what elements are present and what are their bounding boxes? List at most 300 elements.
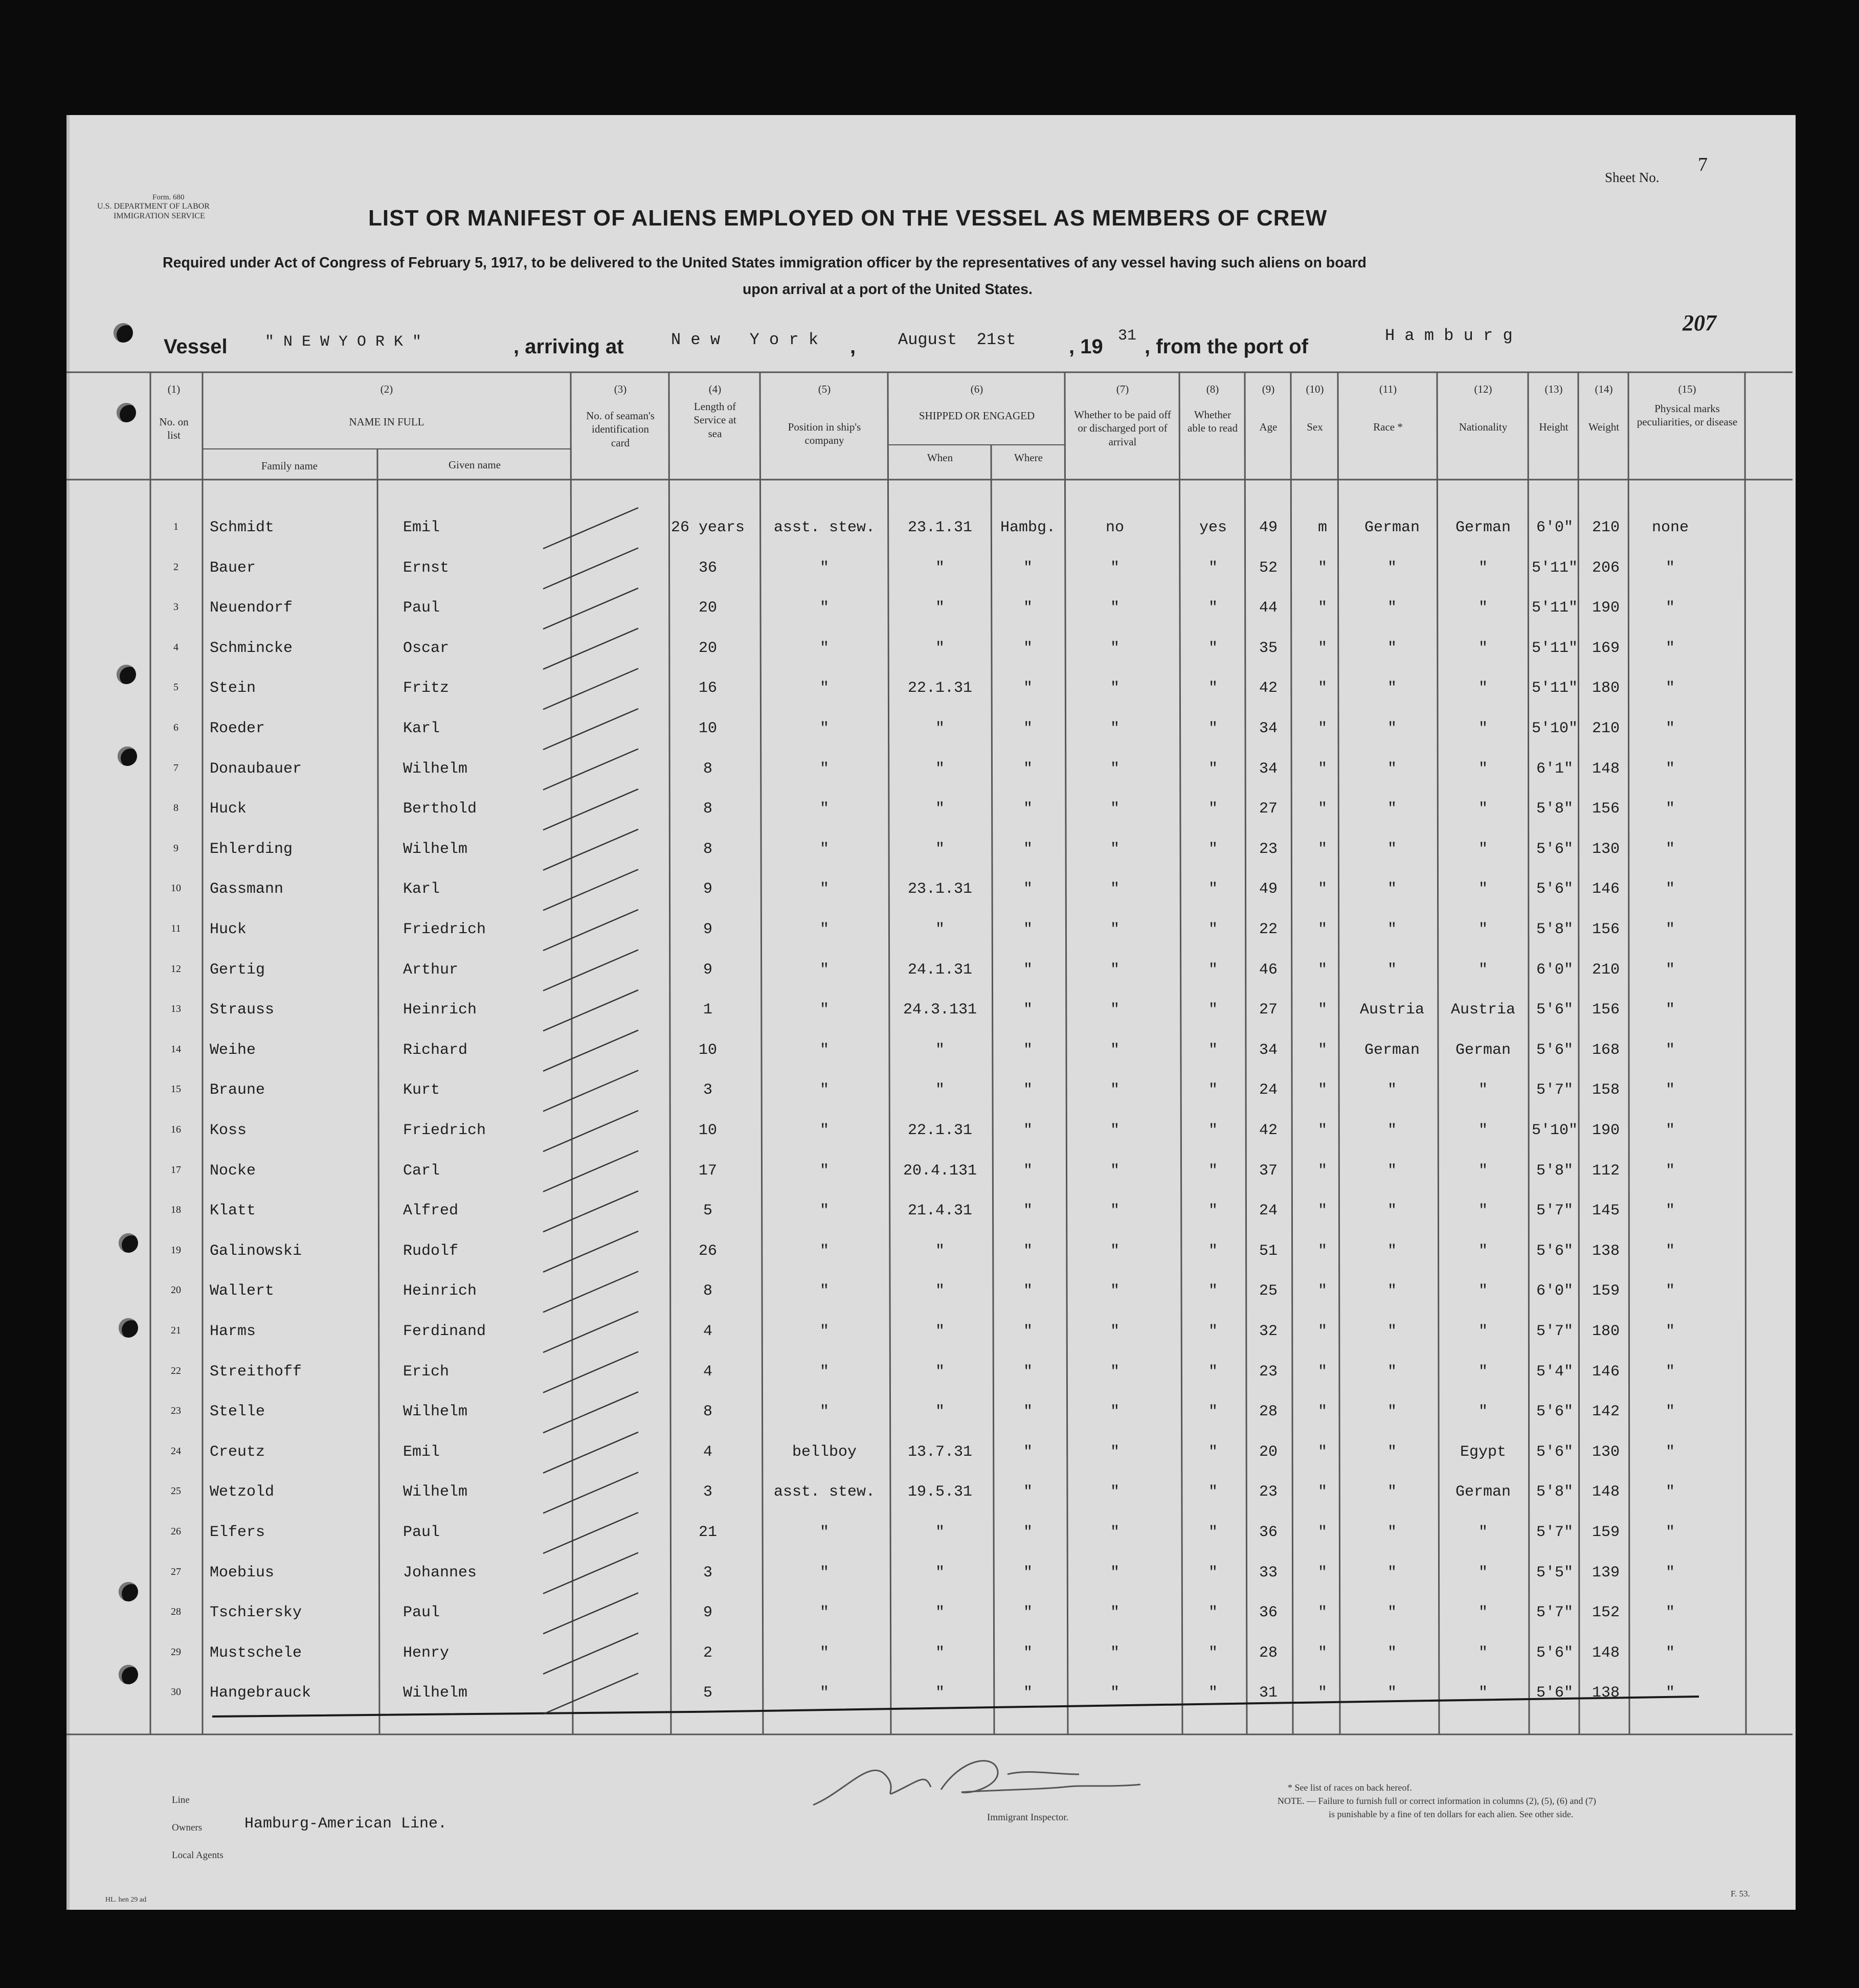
cell-weight: 206 [1592,559,1620,577]
cell-position: " [819,921,829,938]
cell-family: Galinowski [210,1242,302,1260]
cell-no: 11 [171,923,181,934]
cell-no: 6 [173,722,178,733]
cell-height: 5'8" [1536,921,1573,938]
cell-when: " [935,1644,945,1662]
cell-service: 3 [703,1081,712,1099]
cell-marks: " [1665,1041,1675,1059]
cell-no: 18 [171,1204,181,1216]
cell-sex: " [1317,880,1327,898]
cell-marks: " [1665,1684,1675,1702]
cell-when: " [935,1684,945,1702]
cell-given: Richard [403,1041,468,1059]
cell-service: 26 [698,1242,717,1260]
cell-position: " [819,599,829,617]
cell-when: 19.5.31 [907,1483,973,1501]
cell-when: " [935,760,945,778]
cell-weight: 138 [1592,1684,1620,1702]
col-1-label: No. on list [159,416,189,442]
cell-height: 5'6" [1536,880,1573,898]
cell-race: " [1387,559,1397,577]
cell-service: 2 [703,1644,712,1662]
cell-read: " [1208,1403,1218,1421]
cell-where: " [1023,1564,1033,1582]
cell-sex: " [1317,1162,1327,1180]
cell-family: Hangebrauck [210,1684,311,1702]
line-label: Line [172,1795,190,1805]
cell-position: " [819,720,829,737]
cell-read: " [1208,1684,1218,1702]
vessel-name: " N E W Y O R K " [265,333,422,351]
cell-weight: 210 [1592,720,1620,737]
cell-paid: " [1110,840,1119,858]
cell-position: " [819,800,829,818]
cell-family: Huck [210,800,247,818]
cell-position: " [819,1524,829,1541]
form-code: F. 53. [1731,1889,1750,1899]
cell-when: " [935,840,945,858]
cell-service: 20 [698,599,717,617]
cell-weight: 168 [1592,1041,1620,1059]
cell-where: " [1023,800,1033,818]
cell-age: 32 [1259,1323,1278,1340]
cell-family: Elfers [210,1524,265,1541]
cell-position: " [819,559,829,577]
cell-nationality: Egypt [1460,1443,1506,1461]
cell-where: " [1023,1483,1033,1501]
cell-family: Streithoff [210,1363,302,1381]
cell-read: " [1208,1443,1218,1461]
cell-weight: 139 [1592,1564,1620,1582]
cell-nationality: German [1455,1483,1511,1501]
cell-marks: " [1665,921,1675,938]
col-3-number: (3) [614,383,627,395]
cell-marks: " [1665,720,1675,737]
cell-sex: " [1317,1041,1327,1059]
cell-weight: 130 [1592,1443,1620,1461]
cell-when: " [935,1403,945,1421]
subtitle-continued: upon arrival at a port of the United States. [743,281,1033,298]
cell-sex: " [1317,1684,1327,1702]
cell-service: 4 [703,1443,712,1461]
cell-paid: " [1110,680,1119,697]
cell-no: 25 [171,1485,181,1497]
cell-position: " [819,880,829,898]
cell-weight: 156 [1592,800,1620,818]
cell-paid: " [1110,760,1119,778]
cell-height: 5'8" [1536,1483,1573,1501]
cell-family: Stelle [210,1403,265,1421]
cell-nationality: " [1478,1242,1488,1260]
cell-family: Bauer [210,559,256,577]
cell-read: " [1208,840,1218,858]
cell-when: " [935,1524,945,1541]
cell-where: " [1023,1282,1033,1300]
cell-when: 21.4.31 [907,1202,973,1220]
cell-nationality: " [1478,1282,1488,1300]
print-code: HL. hen 29 ad [105,1896,147,1904]
cell-service: 9 [703,921,712,938]
cell-height: 5'6" [1536,1443,1573,1461]
cell-nationality: " [1478,1363,1488,1381]
cell-race: " [1387,1282,1397,1300]
cell-sex: " [1317,1202,1327,1220]
cell-family: Klatt [210,1202,256,1220]
col-8-label: Whether able to read [1188,409,1238,435]
cell-position: " [819,1202,829,1220]
cell-service: 9 [703,961,712,979]
cell-where: " [1023,840,1033,858]
cell-paid: " [1110,1323,1119,1340]
local-agents-label: Local Agents [172,1850,223,1861]
col-2-number: (2) [380,383,393,395]
cell-weight: 180 [1592,680,1620,697]
cell-where: " [1023,1081,1033,1099]
cell-paid: " [1110,880,1119,898]
department-label: U.S. DEPARTMENT OF LABOR [97,202,210,211]
cell-paid: " [1110,921,1119,938]
cell-marks: " [1665,1162,1675,1180]
cell-nationality: " [1478,921,1488,938]
cell-service: 4 [703,1323,712,1340]
cell-when: " [935,639,945,657]
cell-paid: " [1110,1403,1119,1421]
cell-service: 8 [703,840,712,858]
cell-race: " [1387,1122,1397,1139]
cell-read: " [1208,599,1218,617]
cell-height: 5'7" [1536,1524,1573,1541]
cell-paid: " [1110,599,1119,617]
cell-family: Gertig [210,961,265,979]
cell-paid: " [1110,1684,1119,1702]
cell-nationality: " [1478,1202,1488,1220]
cell-race: " [1387,680,1397,697]
cell-height: 5'7" [1536,1604,1573,1622]
cell-weight: 142 [1592,1403,1620,1421]
cell-position: " [819,1081,829,1099]
cell-marks: " [1665,680,1675,697]
col-4-label: Length of Service at sea [693,400,736,440]
cell-sex: " [1317,1323,1327,1340]
col-2-label: NAME IN FULL [349,416,424,428]
cell-nationality: " [1478,840,1488,858]
cell-height: 5'11" [1531,599,1578,617]
cell-weight: 130 [1592,840,1620,858]
cell-race: " [1387,1202,1397,1220]
cell-given: Karl [403,720,440,737]
cell-given: Karl [403,880,440,898]
cell-where: " [1023,1242,1033,1260]
cell-given: Wilhelm [403,760,468,778]
cell-service: 5 [703,1202,712,1220]
cell-marks: " [1665,1081,1675,1099]
col-14-label: Weight [1588,421,1620,433]
cell-height: 5'10" [1531,720,1578,737]
cell-when: 13.7.31 [907,1443,973,1461]
cell-race: German [1364,1041,1420,1059]
cell-race: " [1387,1363,1397,1381]
cell-nationality: German [1455,519,1511,536]
cell-weight: 210 [1592,961,1620,979]
cell-where: " [1023,1604,1033,1622]
cell-family: Braune [210,1081,265,1099]
cell-weight: 190 [1592,599,1620,617]
cell-nationality: " [1478,559,1488,577]
cell-paid: " [1110,1644,1119,1662]
cell-read: " [1208,1202,1218,1220]
cell-nationality: " [1478,639,1488,657]
cell-age: 27 [1259,1001,1278,1019]
col-4-number: (4) [708,383,722,395]
cell-read: " [1208,1483,1218,1501]
cell-nationality: " [1478,760,1488,778]
inspector-signature [813,1761,1140,1805]
cell-given: Arthur [403,961,459,979]
cell-weight: 156 [1592,921,1620,938]
cell-given: Johannes [403,1564,477,1582]
cell-weight: 169 [1592,639,1620,657]
col-2-given-label: Given name [448,459,501,471]
cell-read: " [1208,1001,1218,1019]
cell-service: 10 [698,1122,717,1139]
cell-height: 6'0" [1536,519,1573,536]
cell-age: 42 [1259,680,1278,697]
col-11-label: Race * [1373,421,1403,433]
cell-sex: " [1317,1242,1327,1260]
col-12-label: Nationality [1459,421,1508,433]
col-15-number: (15) [1678,383,1696,395]
cell-paid: " [1110,1604,1119,1622]
cell-when: 20.4.131 [903,1162,977,1180]
cell-no: 27 [171,1566,181,1577]
cell-read: " [1208,961,1218,979]
cell-given: Wilhelm [403,1403,468,1421]
col-2-family-label: Family name [261,460,318,472]
cell-paid: " [1110,961,1119,979]
cell-when: " [935,1041,945,1059]
cell-age: 28 [1259,1403,1278,1421]
cell-height: 5'11" [1531,559,1578,577]
cell-marks: " [1665,639,1675,657]
cell-height: 5'6" [1536,840,1573,858]
cell-age: 49 [1259,519,1278,536]
cell-family: Ehlerding [210,840,293,858]
cell-marks: " [1665,1323,1675,1340]
from-port-label: , from the port of [1145,335,1308,358]
cell-family: Schmidt [210,519,275,536]
cell-age: 34 [1259,760,1278,778]
cell-where: " [1023,961,1033,979]
cell-nationality: " [1478,880,1488,898]
cell-age: 33 [1259,1564,1278,1582]
cell-age: 24 [1259,1081,1278,1099]
cell-where: Hambg. [1000,519,1056,536]
cell-race: Austria [1359,1001,1425,1019]
cell-nationality: " [1478,1403,1488,1421]
cell-sex: " [1317,1604,1327,1622]
cell-paid: " [1110,1001,1119,1019]
cell-sex: " [1317,599,1327,617]
cell-given: Wilhelm [403,1483,468,1501]
cell-no: 21 [171,1325,181,1336]
cell-read: " [1208,1162,1218,1180]
cell-race: " [1387,800,1397,818]
cell-position: " [819,680,829,697]
cell-sex: " [1317,1443,1327,1461]
cell-when: " [935,1282,945,1300]
cell-race: " [1387,639,1397,657]
cell-family: Strauss [210,1001,275,1019]
cell-race: " [1387,840,1397,858]
cell-race: " [1387,1684,1397,1702]
cell-nationality: " [1478,1524,1488,1541]
cell-no: 30 [171,1686,181,1698]
cell-marks: " [1665,1483,1675,1501]
cell-paid: " [1110,1122,1119,1139]
cell-position: asst. stew. [773,519,876,536]
cell-marks: " [1665,880,1675,898]
cell-given: Fritz [403,680,450,697]
cell-nationality: " [1478,961,1488,979]
cell-weight: 145 [1592,1202,1620,1220]
cell-weight: 158 [1592,1081,1620,1099]
cell-height: 5'11" [1531,680,1578,697]
cell-sex: " [1317,1524,1327,1541]
cell-no: 22 [171,1365,181,1376]
cell-sex: " [1317,760,1327,778]
cell-marks: " [1665,800,1675,818]
cell-weight: 146 [1592,1363,1620,1381]
cell-race: German [1364,519,1420,536]
cell-height: 5'5" [1536,1564,1573,1582]
cell-no: 14 [171,1043,181,1055]
cell-weight: 159 [1592,1282,1620,1300]
cell-age: 22 [1259,921,1278,938]
cell-service: 8 [703,1403,712,1421]
col-6-when-label: When [927,451,953,464]
cell-paid: " [1110,1564,1119,1582]
cell-age: 34 [1259,720,1278,737]
cell-race: " [1387,1162,1397,1180]
cell-nationality: " [1478,800,1488,818]
cell-family: Schmincke [210,639,293,657]
year-prefix: , 19 [1069,335,1103,358]
cell-race: " [1387,1242,1397,1260]
cell-sex: " [1317,1001,1327,1019]
cell-read: yes [1199,519,1227,536]
cell-no: 4 [173,641,178,653]
cell-age: 42 [1259,1122,1278,1139]
cell-position: " [819,639,829,657]
cell-read: " [1208,680,1218,697]
cell-race: " [1387,1644,1397,1662]
cell-where: " [1023,921,1033,938]
cell-where: " [1023,1443,1033,1461]
cell-no: 10 [171,883,181,894]
cell-height: 6'0" [1536,1282,1573,1300]
cell-given: Emil [403,1443,440,1461]
cell-no: 23 [171,1405,181,1417]
cell-marks: " [1665,1644,1675,1662]
cell-age: 44 [1259,599,1278,617]
cell-where: " [1023,1363,1033,1381]
cell-weight: 180 [1592,1323,1620,1340]
cell-when: 23.1.31 [907,519,973,536]
cell-given: Heinrich [403,1001,477,1019]
cell-paid: " [1110,800,1119,818]
cell-read: " [1208,639,1218,657]
col-5-number: (5) [818,383,831,395]
cell-height: 5'6" [1536,1041,1573,1059]
cell-nationality: " [1478,1644,1488,1662]
cell-paid: " [1110,1162,1119,1180]
cell-given: Carl [403,1162,440,1180]
cell-paid: " [1110,1282,1119,1300]
cell-read: " [1208,559,1218,577]
cell-read: " [1208,921,1218,938]
cell-paid: " [1110,1363,1119,1381]
col-9-label: Age [1259,421,1278,433]
cell-position: " [819,840,829,858]
cell-weight: 159 [1592,1524,1620,1541]
cell-sex: " [1317,639,1327,657]
cell-where: " [1023,1524,1033,1541]
cell-family: Nocke [210,1162,256,1180]
cell-sex: " [1317,1564,1327,1582]
cell-read: " [1208,1081,1218,1099]
cell-height: 5'7" [1536,1323,1573,1340]
col-11-number: (11) [1379,383,1397,395]
cell-age: 27 [1259,800,1278,818]
cell-service: 8 [703,800,712,818]
cell-given: Paul [403,1524,440,1541]
cell-no: 13 [171,1003,181,1015]
cell-nationality: " [1478,1684,1488,1702]
cell-sex: m [1317,519,1327,536]
cell-nationality: " [1478,1323,1488,1340]
cell-race: " [1387,1524,1397,1541]
cell-weight: 156 [1592,1001,1620,1019]
cell-service: 1 [703,1001,712,1019]
subtitle: Required under Act of Congress of February 5, 1917, to be delivered to the United States immigration officer by the representatives of any vessel having such aliens on board [163,255,1367,271]
col-3-label: No. of seaman's identification card [586,410,655,449]
col-13-label: Height [1539,421,1569,433]
cell-read: " [1208,1564,1218,1582]
cell-age: 25 [1259,1282,1278,1300]
cell-weight: 190 [1592,1122,1620,1139]
cell-race: " [1387,599,1397,617]
cell-marks: " [1665,1202,1675,1220]
cell-service: 9 [703,880,712,898]
cell-service: 8 [703,760,712,778]
cell-paid: " [1110,1242,1119,1260]
col-7-label: Whether to be paid off or discharged port of arrival [1074,409,1171,448]
cell-nationality: " [1478,1081,1488,1099]
col-10-number: (10) [1306,383,1324,395]
col-12-number: (12) [1474,383,1492,395]
cell-family: Mustschele [210,1644,302,1662]
col-6-label: SHIPPED OR ENGAGED [919,410,1035,422]
cell-marks: " [1665,559,1675,577]
col-15-label: Physical marks peculiarities, or disease [1637,402,1738,428]
cell-given: Emil [403,519,440,536]
cell-read: " [1208,1644,1218,1662]
cell-marks: " [1665,1242,1675,1260]
cell-position: " [819,1403,829,1421]
cell-service: 10 [698,1041,717,1059]
cell-family: Neuendorf [210,599,293,617]
cell-age: 31 [1259,1684,1278,1702]
